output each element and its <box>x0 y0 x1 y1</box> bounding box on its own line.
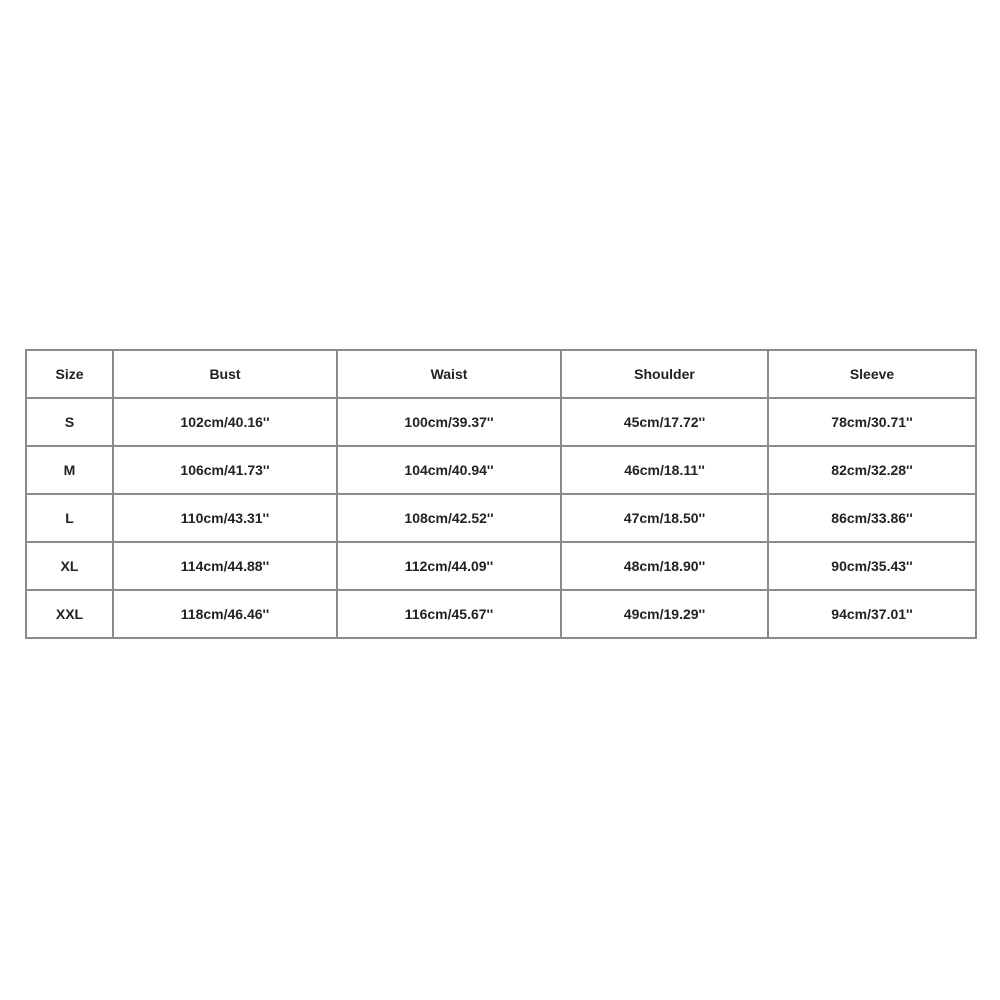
cell-waist: 104cm/40.94'' <box>337 446 561 494</box>
cell-waist: 112cm/44.09'' <box>337 542 561 590</box>
cell-sleeve: 82cm/32.28'' <box>768 446 976 494</box>
cell-sleeve: 94cm/37.01'' <box>768 590 976 638</box>
cell-sleeve: 90cm/35.43'' <box>768 542 976 590</box>
cell-waist: 108cm/42.52'' <box>337 494 561 542</box>
cell-size: XXL <box>26 590 113 638</box>
cell-shoulder: 48cm/18.90'' <box>561 542 768 590</box>
cell-shoulder: 49cm/19.29'' <box>561 590 768 638</box>
table-row <box>26 542 976 590</box>
size-chart-table <box>25 349 977 639</box>
cell-size: S <box>26 398 113 446</box>
cell-sleeve: 86cm/33.86'' <box>768 494 976 542</box>
cell-shoulder: 45cm/17.72'' <box>561 398 768 446</box>
cell-waist: 100cm/39.37'' <box>337 398 561 446</box>
table-row <box>26 446 976 494</box>
cell-size: M <box>26 446 113 494</box>
header-waist: Waist <box>337 350 561 398</box>
header-size: Size <box>26 350 113 398</box>
cell-waist: 116cm/45.67'' <box>337 590 561 638</box>
cell-size: L <box>26 494 113 542</box>
cell-shoulder: 46cm/18.11'' <box>561 446 768 494</box>
cell-size: XL <box>26 542 113 590</box>
table-row <box>26 590 976 638</box>
header-bust: Bust <box>113 350 337 398</box>
cell-sleeve: 78cm/30.71'' <box>768 398 976 446</box>
table-header-row <box>26 350 976 398</box>
cell-shoulder: 47cm/18.50'' <box>561 494 768 542</box>
table-row <box>26 398 976 446</box>
cell-bust: 106cm/41.73'' <box>113 446 337 494</box>
header-sleeve: Sleeve <box>768 350 976 398</box>
cell-bust: 102cm/40.16'' <box>113 398 337 446</box>
cell-bust: 110cm/43.31'' <box>113 494 337 542</box>
cell-bust: 118cm/46.46'' <box>113 590 337 638</box>
cell-bust: 114cm/44.88'' <box>113 542 337 590</box>
header-shoulder: Shoulder <box>561 350 768 398</box>
table-row <box>26 494 976 542</box>
